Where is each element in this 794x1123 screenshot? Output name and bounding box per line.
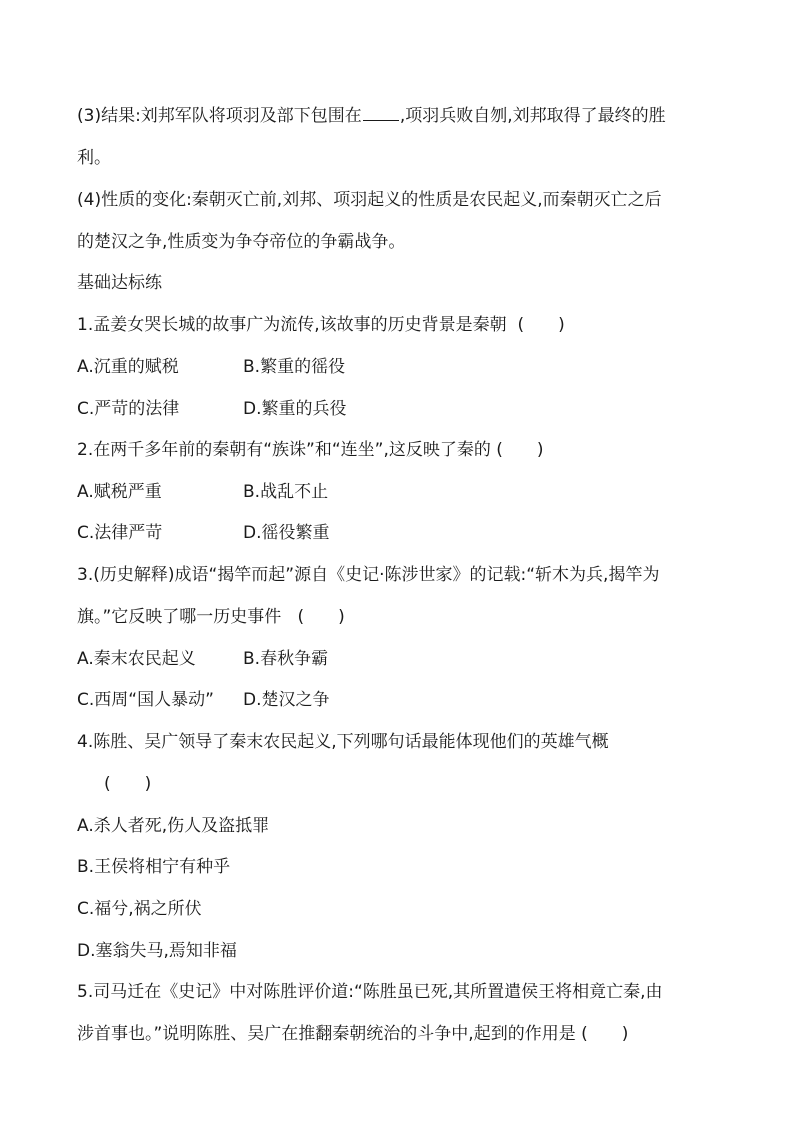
section-title: 基础达标练: [77, 273, 162, 293]
q1-stem-text: 1.孟姜女哭长城的故事广为流传,该故事的历史背景是秦朝: [77, 315, 507, 335]
q4-option-c[interactable]: C.福兮,祸之所伏: [77, 899, 202, 919]
q1-option-b[interactable]: B.繁重的徭役: [243, 357, 346, 377]
q5-answer-paren[interactable]: ( ): [581, 1024, 629, 1044]
q1-answer-paren[interactable]: ( ): [517, 315, 565, 335]
q3-option-a[interactable]: A.秦末农民起义: [77, 649, 196, 669]
q4-option-d[interactable]: D.塞翁失马,焉知非福: [77, 941, 237, 961]
q1-stem: [77, 313, 565, 337]
q5-line1: 5.司马迁在《史记》中对陈胜评价道:“陈胜虽已死,其所置遣侯王将相竟亡秦,由: [77, 982, 663, 1002]
q5-line2: [77, 1022, 628, 1046]
q5-line2-text: 涉首事也。”说明陈胜、吴广在推翻秦朝统治的斗争中,起到的作用是: [77, 1024, 576, 1044]
q2-stem: [77, 438, 544, 462]
item3-line2: 利。: [77, 148, 111, 168]
item4-line1: (4)性质的变化:秦朝灭亡前,刘邦、项羽起义的性质是农民起义,而秦朝灭亡之后: [77, 190, 662, 210]
q3-option-d[interactable]: D.楚汉之争: [243, 690, 330, 710]
q3-line1: 3.(历史解释)成语“揭竿而起”源自《史记·陈涉世家》的记载:“斩木为兵,揭竿为: [77, 565, 660, 585]
q3-option-b[interactable]: B.春秋争霸: [243, 649, 329, 669]
q2-option-b[interactable]: B.战乱不止: [243, 482, 329, 502]
q3-option-c[interactable]: C.西周“国人暴动”: [77, 690, 214, 710]
q2-option-d[interactable]: D.徭役繁重: [243, 523, 330, 543]
item3-pre: (3)结果:刘邦军队将项羽及部下包围在: [77, 106, 362, 126]
q3-line2-text: 旗。”它反映了哪一历史事件: [77, 607, 282, 627]
item4-line2: 的楚汉之争,性质变为争夺帝位的争霸战争。: [77, 232, 406, 252]
q1-option-c[interactable]: C.严苛的法律: [77, 399, 180, 419]
q3-line2: [77, 605, 345, 629]
q1-option-a[interactable]: A.沉重的赋税: [77, 357, 179, 377]
q3-answer-paren[interactable]: ( ): [297, 607, 345, 627]
fill-blank[interactable]: [363, 106, 399, 121]
q2-option-a[interactable]: A.赋税严重: [77, 482, 162, 502]
q2-stem-text: 2.在两千多年前的秦朝有“族诛”和“连坐”,这反映了秦的: [77, 440, 491, 460]
q1-option-d[interactable]: D.繁重的兵役: [243, 399, 347, 419]
item3-line1: [77, 104, 666, 128]
q2-option-c[interactable]: C.法律严苛: [77, 523, 163, 543]
item3-post: ,项羽兵败自刎,刘邦取得了最终的胜: [399, 106, 666, 126]
q4-line1: 4.陈胜、吴广领导了秦末农民起义,下列哪句话最能体现他们的英雄气概: [77, 732, 609, 752]
q2-answer-paren[interactable]: ( ): [496, 440, 544, 460]
q4-option-a[interactable]: A.杀人者死,伤人及盗抵罪: [77, 816, 270, 836]
q4-answer-paren[interactable]: ( ): [104, 774, 152, 794]
q4-option-b[interactable]: B.王侯将相宁有种乎: [77, 857, 231, 877]
